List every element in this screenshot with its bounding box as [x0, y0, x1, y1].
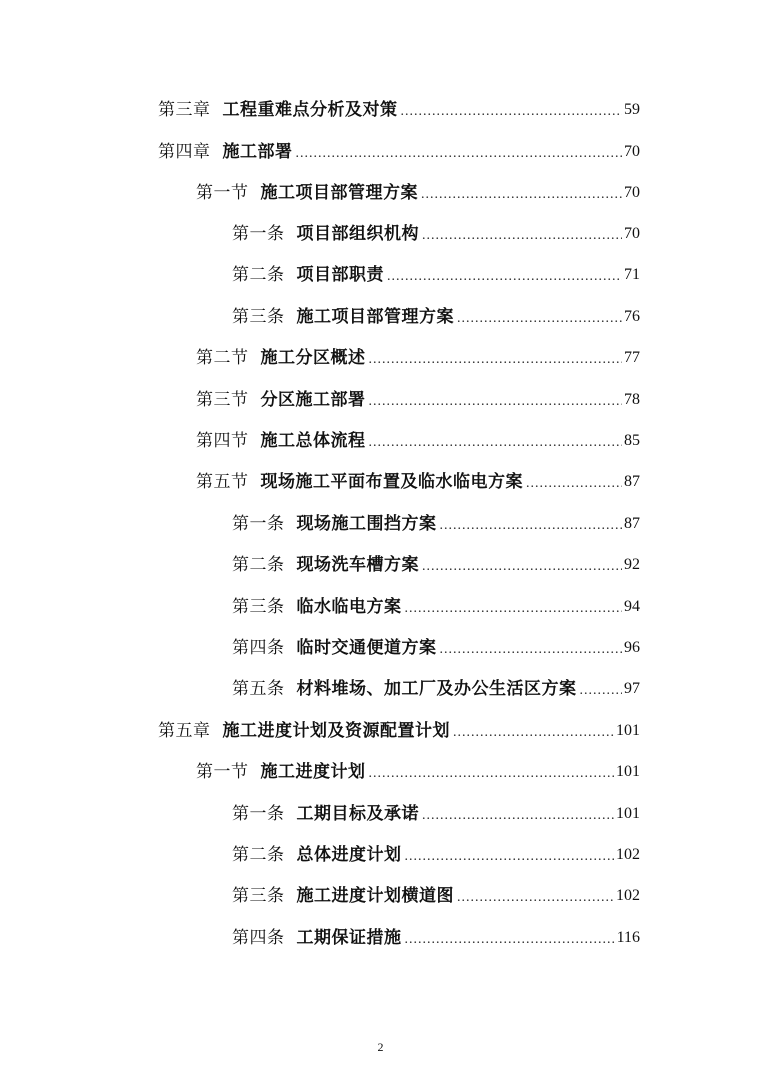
toc-entry-article[interactable]: [232, 843, 640, 867]
toc-entry-title: 施工项目部管理方案: [296, 307, 454, 327]
dot-leader: [405, 597, 623, 621]
toc-entry-number: 第三条: [232, 597, 285, 617]
toc-entry-page: 70: [624, 143, 640, 160]
toc-entry-section[interactable]: [196, 388, 640, 412]
toc-entry-number: 第一条: [232, 224, 285, 244]
dot-leader: [457, 307, 622, 331]
toc-entry-page: 101: [616, 763, 640, 780]
dot-leader: [369, 390, 623, 414]
toc-entry-title: 施工进度计划横道图: [296, 886, 454, 906]
toc-entry-page: 102: [616, 846, 640, 863]
toc-entry-number: 第三章: [158, 100, 211, 120]
toc-entry-number: 第二条: [232, 265, 285, 285]
toc-entry-title: 工程重难点分析及对策: [222, 100, 398, 120]
toc-entry-title: 分区施工部署: [260, 390, 366, 410]
toc-entry-article[interactable]: [232, 926, 640, 950]
toc-entry-number: 第五节: [196, 472, 249, 492]
toc-entry-title: 材料堆场、加工厂及办公生活区方案: [296, 679, 577, 699]
toc-entry-page: 87: [624, 515, 640, 532]
dot-leader: [580, 679, 623, 703]
toc-entry-title: 工期保证措施: [296, 928, 402, 948]
dot-leader: [457, 886, 614, 910]
toc-entry-section[interactable]: [196, 429, 640, 453]
toc-entry-title: 工期目标及承诺: [296, 804, 419, 824]
dot-leader: [401, 100, 623, 124]
toc-entry-title: 施工分区概述: [260, 348, 366, 368]
dot-leader: [369, 348, 623, 372]
toc-entry-number: 第五条: [232, 679, 285, 699]
dot-leader: [440, 514, 623, 538]
toc-entry-chapter-4[interactable]: [158, 140, 640, 164]
toc-entry-title: 总体进度计划: [296, 845, 402, 865]
toc-entry-number: 第五章: [158, 721, 211, 741]
dot-leader: [369, 431, 623, 455]
toc-entry-title: 临水临电方案: [296, 597, 402, 617]
toc-entry-page: 96: [624, 639, 640, 656]
dot-leader: [405, 928, 615, 952]
toc-entry-number: 第三条: [232, 307, 285, 327]
toc-entry-page: 78: [624, 391, 640, 408]
toc-entry-title: 现场施工围挡方案: [296, 514, 437, 534]
toc-entry-number: 第一条: [232, 514, 285, 534]
dot-leader: [453, 721, 614, 745]
toc-entry-page: 116: [616, 929, 640, 946]
toc-entry-page: 87: [624, 473, 640, 490]
toc-entry-article[interactable]: [232, 677, 640, 701]
toc-entry-article[interactable]: [232, 222, 640, 246]
toc-entry-title: 施工进度计划: [260, 762, 366, 782]
dot-leader: [369, 762, 615, 786]
dot-leader: [421, 183, 622, 207]
toc-entry-title: 现场施工平面布置及临水临电方案: [260, 472, 523, 492]
dot-leader: [440, 638, 623, 662]
toc-entry-section[interactable]: [196, 346, 640, 370]
toc-entry-section[interactable]: [196, 470, 640, 494]
toc-entry-number: 第二节: [196, 348, 249, 368]
toc-entry-number: 第三节: [196, 390, 249, 410]
page-number: 2: [377, 1040, 384, 1054]
toc-entry-number: 第一节: [196, 183, 249, 203]
toc-entry-title: 施工进度计划及资源配置计划: [222, 721, 450, 741]
toc-entry-page: 76: [624, 308, 640, 325]
toc-entry-chapter-5[interactable]: [158, 719, 640, 743]
toc-entry-article[interactable]: [232, 512, 640, 536]
toc-entry-number: 第一条: [232, 804, 285, 824]
toc-entry-number: 第三条: [232, 886, 285, 906]
toc-entry-article[interactable]: [232, 802, 640, 826]
toc-entry-title: 现场洗车槽方案: [296, 555, 419, 575]
toc-entry-number: 第一节: [196, 762, 249, 782]
toc-entry-page: 85: [624, 432, 640, 449]
toc-entry-number: 第二条: [232, 555, 285, 575]
toc-entry-page: 101: [616, 722, 640, 739]
toc-entry-section[interactable]: [196, 760, 640, 784]
toc-entry-page: 70: [624, 184, 640, 201]
toc-entry-page: 92: [624, 556, 640, 573]
dot-leader: [526, 472, 622, 496]
dot-leader: [387, 265, 622, 289]
toc-entry-article[interactable]: [232, 263, 640, 287]
toc-entry-number: 第四章: [158, 142, 211, 162]
toc-entry-article[interactable]: [232, 305, 640, 329]
toc-entry-article[interactable]: [232, 884, 640, 908]
dot-leader: [422, 804, 614, 828]
toc-entry-title: 临时交通便道方案: [296, 638, 437, 658]
toc-entry-page: 97: [624, 680, 640, 697]
dot-leader: [422, 224, 622, 248]
toc-entry-page: 70: [624, 225, 640, 242]
toc-entry-title: 项目部组织机构: [296, 224, 419, 244]
toc-entry-article[interactable]: [232, 636, 640, 660]
toc-entry-page: 71: [624, 266, 640, 283]
toc-entry-number: 第四节: [196, 431, 249, 451]
toc-entry-number: 第二条: [232, 845, 285, 865]
toc-entry-title: 施工总体流程: [260, 431, 366, 451]
toc-entry-section[interactable]: [196, 181, 640, 205]
toc-entry-page: 101: [616, 805, 640, 822]
toc-entry-number: 第四条: [232, 928, 285, 948]
toc-entry-title: 项目部职责: [296, 265, 384, 285]
toc-entry-chapter-3[interactable]: [158, 98, 640, 122]
toc-entry-page: 77: [624, 349, 640, 366]
dot-leader: [296, 142, 623, 166]
dot-leader: [422, 555, 622, 579]
toc-entry-page: 94: [624, 598, 640, 615]
toc-entry-article[interactable]: [232, 595, 640, 619]
dot-leader: [405, 845, 615, 869]
toc-entry-article[interactable]: [232, 553, 640, 577]
toc-entry-number: 第四条: [232, 638, 285, 658]
toc-entry-page: 102: [616, 887, 640, 904]
toc-entry-title: 施工部署: [222, 142, 293, 162]
toc-entry-page: 59: [624, 101, 640, 118]
toc-entry-title: 施工项目部管理方案: [260, 183, 418, 203]
